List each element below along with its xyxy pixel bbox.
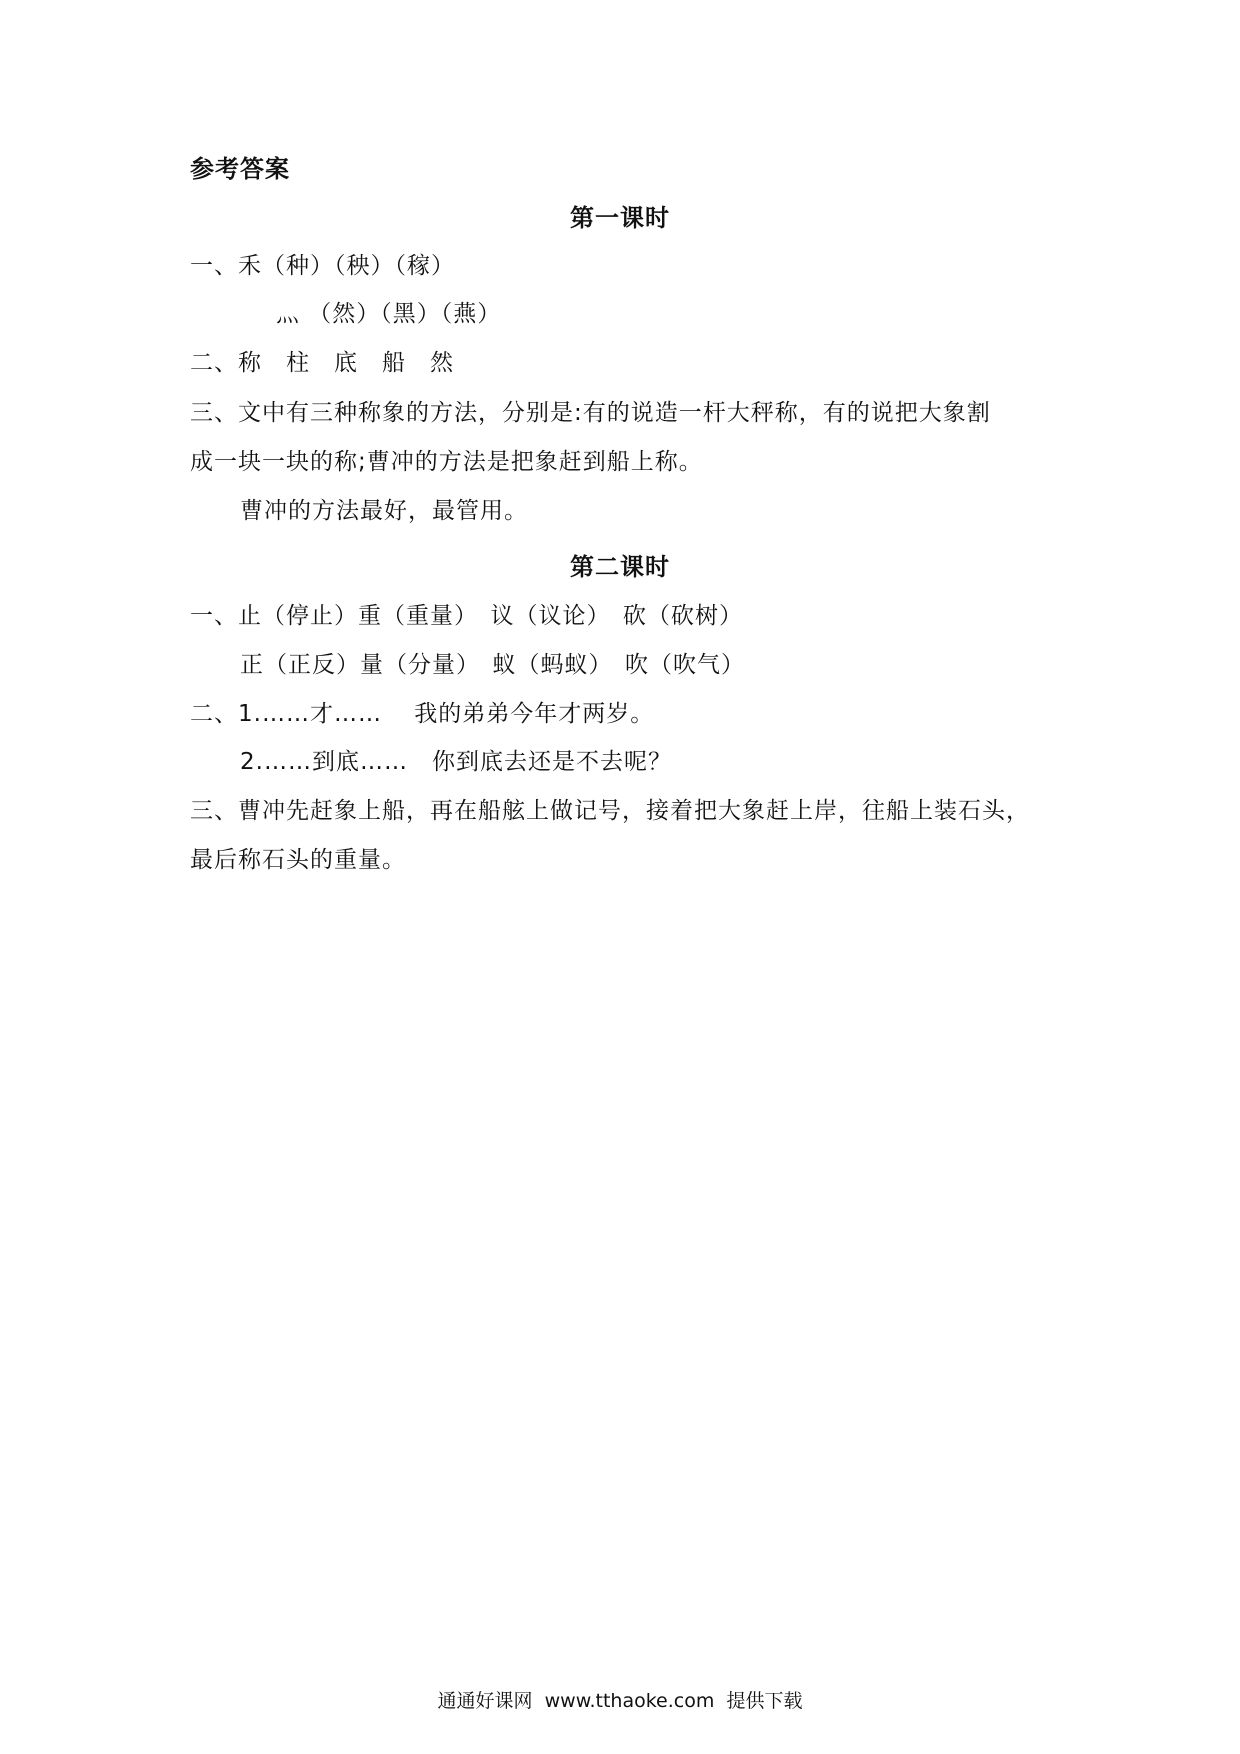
lesson2-q1-line1: 一、止（停止）重（重量） 议（议论） 砍（砍树） [190, 603, 743, 629]
footer-credit: 通通好课网 www.tthaoke.com 提供下载 [437, 1690, 803, 1712]
lesson2-q2-line1: 二、1.……才…… 我的弟弟今年才两岁。 [190, 701, 655, 727]
lesson2-heading: 第二课时 [570, 553, 670, 581]
lesson1-q3-line2: 成一块一块的称;曹冲的方法是把象赶到船上称。 [190, 449, 703, 475]
lesson2-q2-line2: 2.……到底…… 你到底去还是不去呢？ [240, 749, 672, 775]
lesson2-q1-line2: 正（正反）量（分量） 蚁（蚂蚁） 吹（吹气） [240, 652, 745, 678]
lesson1-q2: 二、称 柱 底 船 然 [190, 350, 454, 376]
lesson2-q3-line2: 最后称石头的重量。 [190, 847, 406, 873]
lesson1-q1-line2: 灬 （然）（黑）（燕） [276, 301, 502, 327]
lesson1-q1-line1: 一、禾（种）（秧）（稼） [190, 253, 455, 279]
lesson1-q3-line3: 曹冲的方法最好，最管用。 [240, 498, 528, 524]
lesson1-q3-line1: 三、文中有三种称象的方法，分别是:有的说造一杆大秤称，有的说把大象割 [190, 400, 991, 426]
lesson2-q3-line1: 三、曹冲先赶象上船，再在船舷上做记号，接着把大象赶上岸，往船上装石头， [190, 798, 1030, 824]
document-title: 参考答案 [190, 155, 290, 183]
lesson1-heading: 第一课时 [570, 204, 670, 232]
